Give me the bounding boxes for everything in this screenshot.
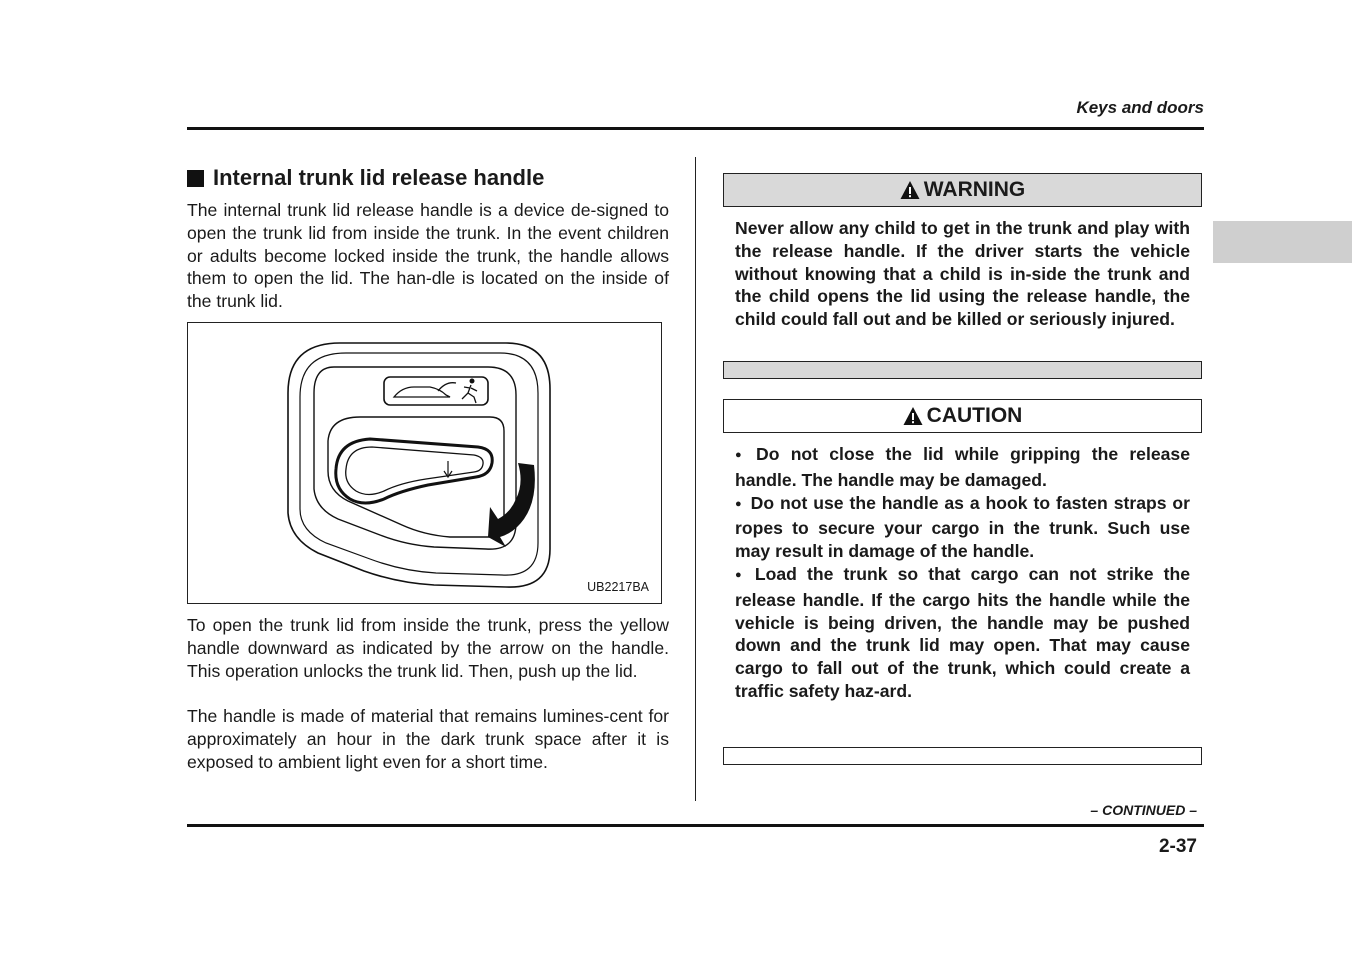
caution-item: ● Do not use the handle as a hook to fasten straps or ropes to secure your cargo in the trunk. Such use may result in damage of the handle. bbox=[735, 492, 1190, 563]
page-number: 2-37 bbox=[1158, 836, 1197, 857]
figure-caption: UB2217BA bbox=[587, 580, 649, 594]
caution-banner bbox=[723, 399, 1202, 433]
luminescent-paragraph: The handle is made of material that remains lumines-cent for approximately an hour in the dark trunk space after it is exposed to ambient light even for a short time. bbox=[187, 706, 669, 772]
chapter-tab bbox=[1213, 221, 1352, 263]
release-handle-figure bbox=[187, 322, 662, 604]
warning-box-end bbox=[723, 361, 1202, 379]
caution-title: CAUTION bbox=[926, 404, 1023, 427]
warning-banner bbox=[723, 173, 1202, 207]
open-instructions-paragraph: To open the trunk lid from inside the trunk, press the yellow handle downward as indicated by the arrow on the handle. This operation unlocks the trunk lid. Then, push up the lid. bbox=[187, 615, 669, 681]
intro-paragraph: The internal trunk lid release handle is a device de-signed to open the trunk lid from inside the trunk. In the event children or adults become locked inside the trunk, the handle allows them to open the lid. The han-dle is located on the inside of the trunk lid. bbox=[187, 200, 669, 312]
footer-rule bbox=[187, 824, 1204, 827]
caution-item: ● Load the trunk so that cargo can not strike the release handle. If the cargo hits the handle while the vehicle is being driven, the handle may be pushed down and the trunk lid may open. That may cause cargo to fall out of the trunk, which could create a traffic safety haz-ard. bbox=[735, 563, 1190, 703]
section-heading-text: Internal trunk lid release handle bbox=[213, 165, 545, 190]
warning-text: Never allow any child to get in the trunk and play with the release handle. If the driver starts the vehicle without knowing that a child is in-side the trunk and the child opens the lid using the release handle, the child could fall out and be killed or seriously injured. bbox=[735, 218, 1190, 330]
header-rule bbox=[187, 127, 1204, 130]
warning-triangle-icon bbox=[900, 180, 920, 200]
header-title: Keys and doors bbox=[1076, 98, 1204, 117]
caution-item: ● Do not close the lid while gripping the release handle. The handle may be damaged. bbox=[735, 443, 1190, 492]
warning-triangle-icon bbox=[903, 406, 923, 426]
column-divider bbox=[695, 157, 696, 801]
continued-label: – CONTINUED – bbox=[1090, 802, 1197, 818]
release-handle-illustration bbox=[188, 323, 663, 605]
warning-title: WARNING bbox=[923, 178, 1026, 201]
caution-box-end bbox=[723, 747, 1202, 765]
caution-list bbox=[735, 443, 1190, 703]
square-bullet-icon bbox=[187, 170, 204, 187]
section-heading bbox=[187, 165, 544, 191]
